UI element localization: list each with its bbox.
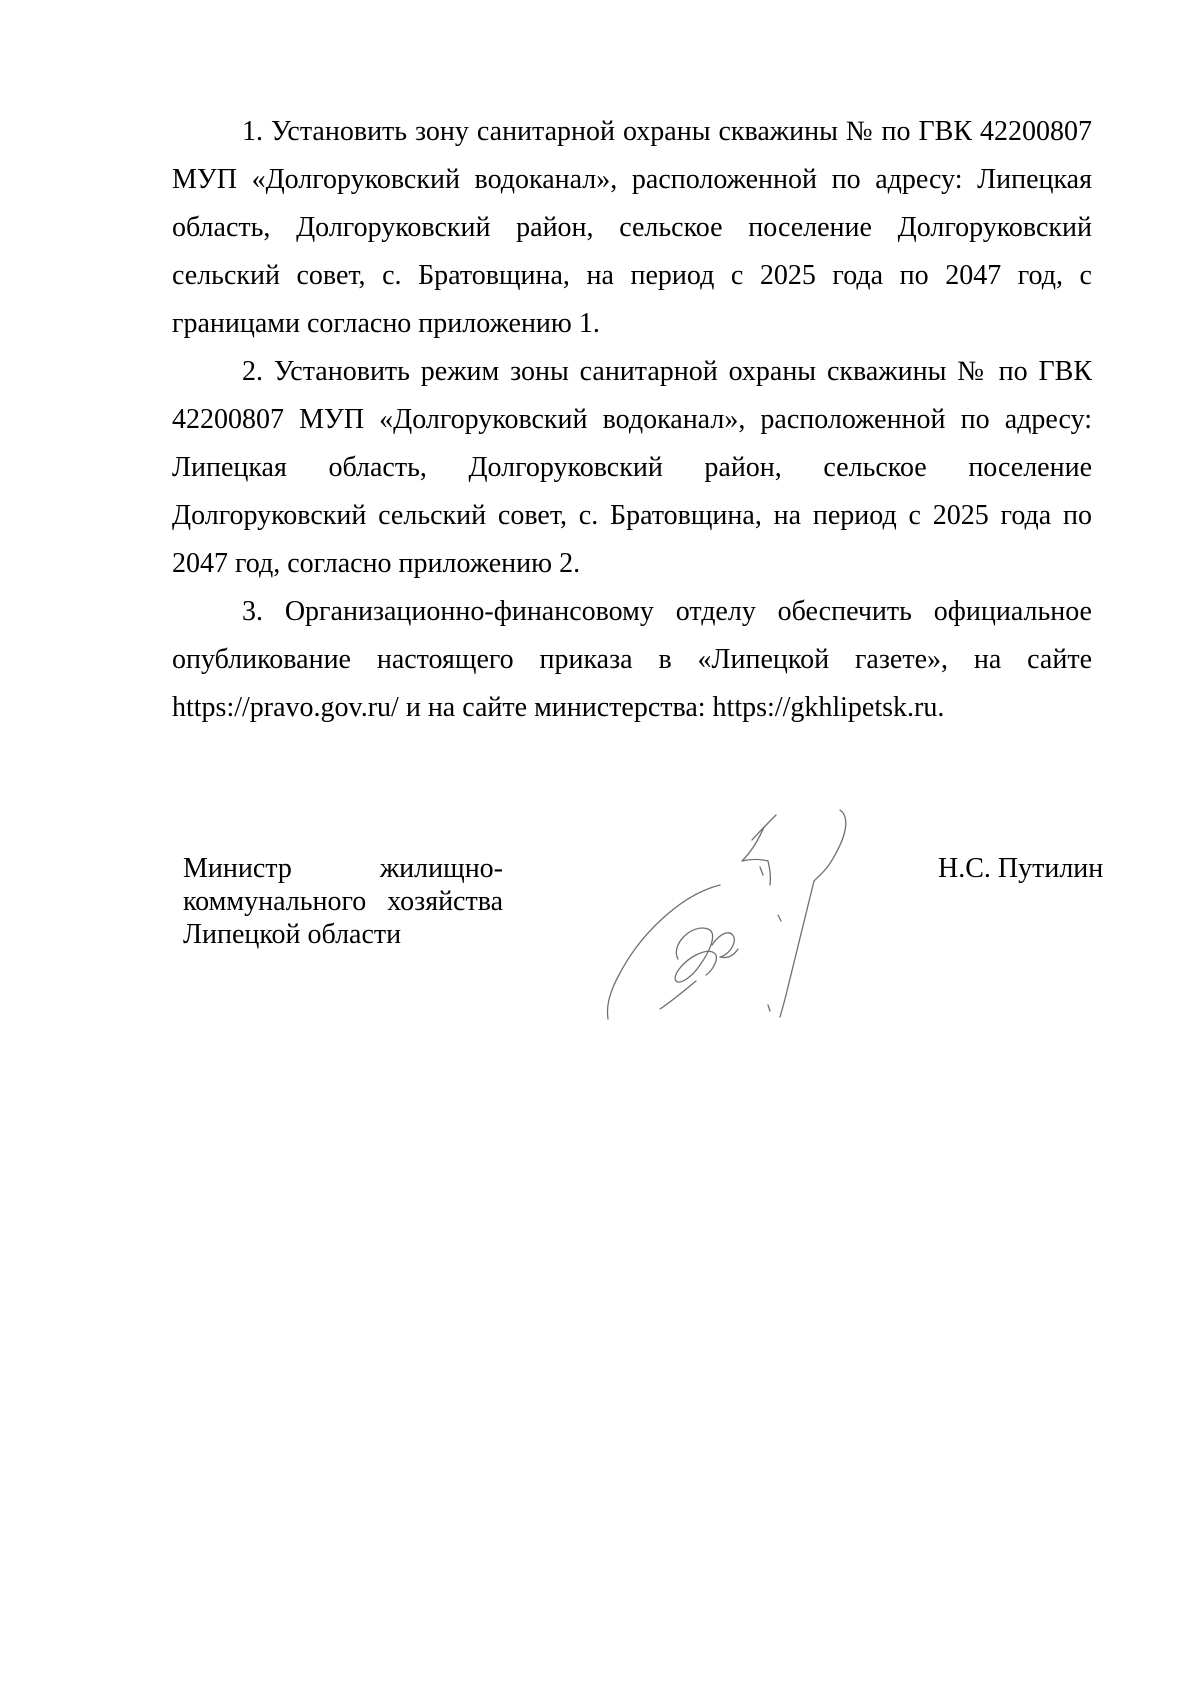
handwritten-signature (600, 805, 880, 1020)
document-body (172, 108, 1092, 732)
paragraph-2: 2. Установить режим зоны санитарной охраны скважины № по ГВК 42200807 МУП «Долгоруковский водоканал», расположенной по адресу: Липецкая область, Долгоруковский район, сельское поселение Долгоруковский сельский совет, с. Братовщина, на период с 2025 года по 2047 год, согласно приложению 2. (172, 356, 1092, 579)
signatory-name: Н.С. Путилин (938, 853, 1104, 884)
paragraph-1: 1. Установить зону санитарной охраны скважины № по ГВК 42200807 МУП «Долгоруковский водоканал», расположенной по адресу: Липецкая область, Долгоруковский район, сельское поселение Долгоруковский сельский совет, с. Братовщина, на период с 2025 года по 2047 год, с границами согласно приложению 1. (172, 116, 1092, 339)
paragraph-3: 3. Организационно-финансовому отделу обеспечить официальное опубликование настоящего приказа в «Липецкой газете», на сайте https://pravo.gov.ru/ и на сайте министерства: https://gkhlipetsk.ru. (172, 596, 1092, 723)
signatory-position-title: Министр жилищно-коммунального хозяйства Липецкой области (183, 853, 503, 950)
